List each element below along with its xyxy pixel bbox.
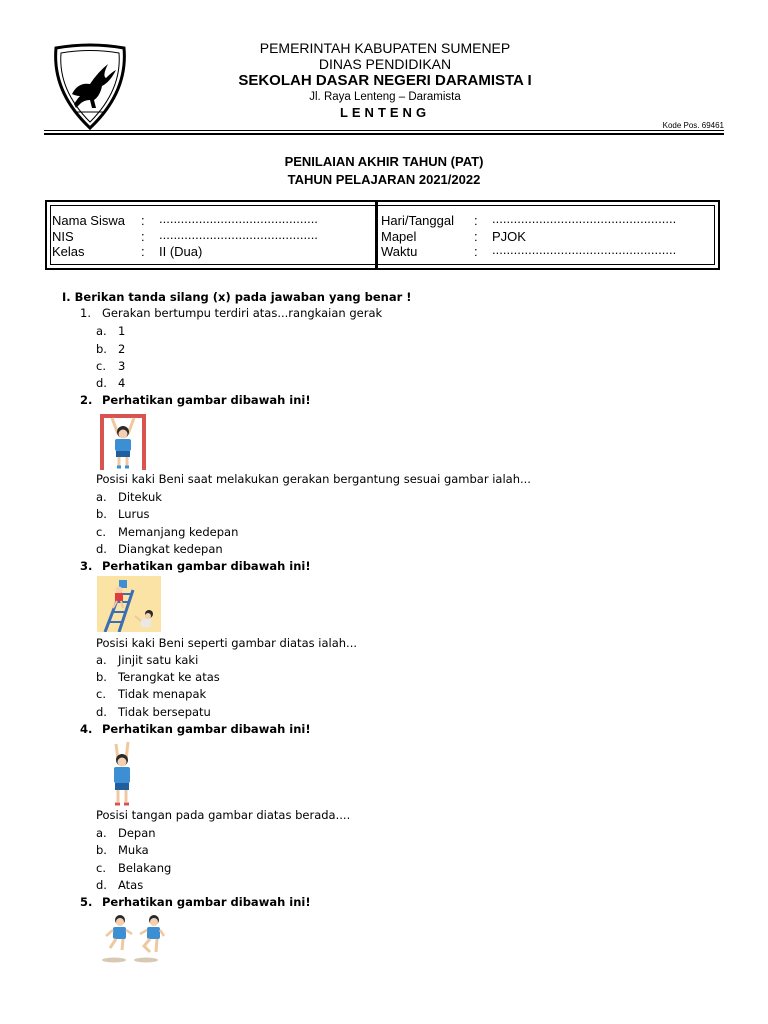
q4-option-d: Atas [118, 878, 144, 892]
pegasus-shield-icon [50, 42, 130, 132]
info-value-name: ............................................ [159, 211, 318, 226]
info-label-time: Waktu [381, 244, 418, 259]
question-number: 5. [80, 895, 93, 909]
section-instruction: I. Berikan tanda silang (x) pada jawaban yang benar ! [62, 290, 412, 304]
header-department: DINAS PENDIDIKAN [318, 56, 452, 72]
header-address: Jl. Raya Lenteng – Daramista [309, 91, 461, 103]
postal-code: Kode Pos. 69461 [662, 121, 724, 130]
info-label-date: Hari/Tanggal [381, 213, 454, 228]
header-divider-thick [44, 133, 724, 135]
boy-hanging-bar-icon [98, 412, 148, 470]
q4-option-c: Belakang [118, 861, 172, 875]
q3-option-d: Tidak bersepatu [118, 705, 211, 719]
question-2-text: Perhatikan gambar dibawah ini! [102, 393, 311, 407]
header-town: LENTENG [339, 105, 431, 120]
info-value-time: ................................................... [492, 242, 677, 257]
q4-option-a: Depan [118, 826, 156, 840]
question-number: 3. [80, 559, 93, 573]
info-value-subject: PJOK [492, 229, 526, 244]
q1-option-c: 3 [118, 359, 126, 373]
header-school-name: SEKOLAH DASAR NEGERI DARAMISTA I [238, 72, 532, 89]
boys-jumping-icon [96, 912, 168, 966]
info-value-class: II (Dua) [159, 244, 203, 259]
question-4-prompt: Posisi tangan pada gambar diatas berada.... [96, 808, 351, 822]
question-number: 2. [80, 393, 93, 407]
boy-hands-up-icon [104, 740, 140, 808]
q1-option-a: 1 [118, 324, 126, 338]
exam-title: PENILAIAN AKHIR TAHUN (PAT) [284, 154, 484, 169]
question-2-prompt: Posisi kaki Beni saat melakukan gerakan bergantung sesuai gambar ialah... [96, 472, 531, 486]
info-value-date: ................................................... [492, 211, 677, 226]
question-3-prompt: Posisi kaki Beni seperti gambar diatas ialah... [96, 636, 358, 650]
question-1-text: Gerakan bertumpu terdiri atas...rangkaian gerak [102, 306, 383, 320]
q3-option-c: Tidak menapak [118, 687, 207, 701]
question-3-text: Perhatikan gambar dibawah ini! [102, 559, 311, 573]
q3-option-a: Jinjit satu kaki [118, 653, 199, 667]
info-label-nis: NIS [52, 229, 74, 244]
exam-year: TAHUN PELAJARAN 2021/2022 [287, 172, 481, 187]
info-box-divider [375, 202, 378, 268]
q2-option-c: Memanjang kedepan [118, 525, 239, 539]
question-number: 4. [80, 722, 93, 736]
info-label-subject: Mapel [381, 229, 417, 244]
kids-climbing-ladder-icon [97, 576, 161, 632]
question-4-text: Perhatikan gambar dibawah ini! [102, 722, 311, 736]
q2-option-b: Lurus [118, 507, 150, 521]
info-value-nis: ............................................ [159, 227, 318, 242]
q4-option-b: Muka [118, 843, 149, 857]
q1-option-b: 2 [118, 342, 126, 356]
info-label-class: Kelas [52, 244, 85, 259]
header-government: PEMERINTAH KABUPATEN SUMENEP [259, 40, 511, 56]
info-label-name: Nama Siswa [52, 213, 125, 228]
q2-option-a: Ditekuk [118, 490, 162, 504]
question-number: 1. [80, 306, 91, 320]
q1-option-d: 4 [118, 376, 126, 390]
q3-option-b: Terangkat ke atas [118, 670, 220, 684]
question-5-text: Perhatikan gambar dibawah ini! [102, 895, 311, 909]
q2-option-d: Diangkat kedepan [118, 542, 223, 556]
header-divider-thin [44, 130, 724, 131]
